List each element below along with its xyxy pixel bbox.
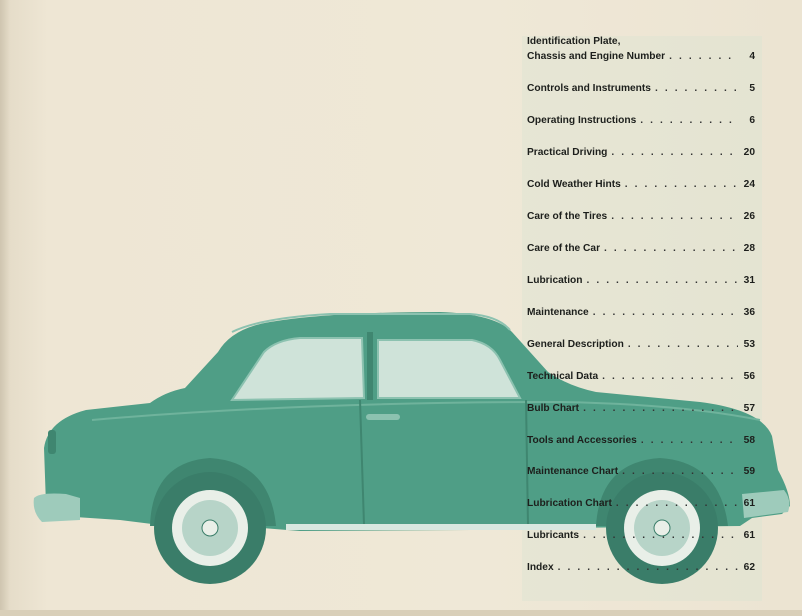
door-handle [366,414,400,420]
page-bottom-edge [0,610,802,616]
toc-leader-dots [665,49,738,64]
toc-entry [527,273,755,288]
toc-entry-page: 4 [749,51,755,62]
toc-entry-title: Care of the Car [527,243,601,254]
toc-entry-title: Maintenance [527,307,589,318]
toc-entry-title: Cold Weather Hints [527,179,621,190]
toc-entry [527,464,755,479]
toc-entry [527,145,755,160]
toc-leader-dots [618,464,738,479]
toc-entry [527,496,755,511]
toc-entry [527,81,755,96]
toc-entry [527,49,755,64]
toc-leader-dots [582,273,738,288]
toc-first-line: Identification Plate, [527,36,621,47]
toc-entry-title: Lubricants [527,530,580,541]
toc-entry-page: 31 [743,275,755,286]
toc-entry [527,401,755,416]
toc-entry [527,177,755,192]
toc-entry-title: General Description [527,339,624,350]
toc-entry [527,528,755,543]
toc-leader-dots [621,177,738,192]
toc-entry-page: 26 [743,211,755,222]
toc-entry [527,241,755,256]
toc-leader-dots [600,241,738,256]
toc-leader-dots [598,369,738,384]
toc-leader-dots [636,113,738,128]
toc-entry-page: 24 [743,179,755,190]
toc-entry-page: 59 [743,466,755,477]
toc-entry-title: Chassis and Engine Number [527,51,666,62]
toc-entry-page: 62 [743,562,755,573]
toc-entry [527,369,755,384]
toc-leader-dots [651,81,738,96]
toc-entry [527,560,755,575]
toc-entry-title: Lubrication [527,275,583,286]
toc-leader-dots [579,528,738,543]
tail-light [48,430,56,454]
toc-entry-title: Technical Data [527,371,599,382]
toc-entry-title: Index [527,562,554,573]
toc-entry-page: 58 [743,435,755,446]
toc-entry-page: 28 [743,243,755,254]
toc-entry [527,305,755,320]
toc-leader-dots [579,401,738,416]
toc-leader-dots [607,209,738,224]
toc-entry-page: 36 [743,307,755,318]
toc-entry-title: Maintenance Chart [527,466,619,477]
rear-wheel [154,472,266,584]
toc-entry-page: 61 [743,530,755,541]
rear-bumper [34,494,80,523]
toc-entry-title: Practical Driving [527,147,608,158]
toc-entry [527,113,755,128]
toc-entry-title: Bulb Chart [527,403,580,414]
toc-leader-dots [612,496,738,511]
toc-leader-dots [624,337,738,352]
toc-entry-title: Operating Instructions [527,115,637,126]
toc-entry [527,337,755,352]
toc-entry-page: 20 [743,147,755,158]
toc-entry-page: 5 [749,83,755,94]
toc-entry-page: 56 [743,371,755,382]
toc-leader-dots [607,145,738,160]
toc-entry-page: 6 [749,115,755,126]
toc-leader-dots [637,433,738,448]
toc-entry-title: Care of the Tires [527,211,608,222]
toc-entry-page: 61 [743,498,755,509]
toc-leader-dots [589,305,738,320]
toc-leader-dots [554,560,738,575]
toc-entry-page: 53 [743,339,755,350]
toc-entry-page: 57 [743,403,755,414]
toc-entry [527,209,755,224]
toc-entry [527,433,755,448]
toc-entry-title: Lubrication Chart [527,498,612,509]
toc-entry-title: Tools and Accessories [527,435,637,446]
toc-entry-title: Controls and Instruments [527,83,651,94]
